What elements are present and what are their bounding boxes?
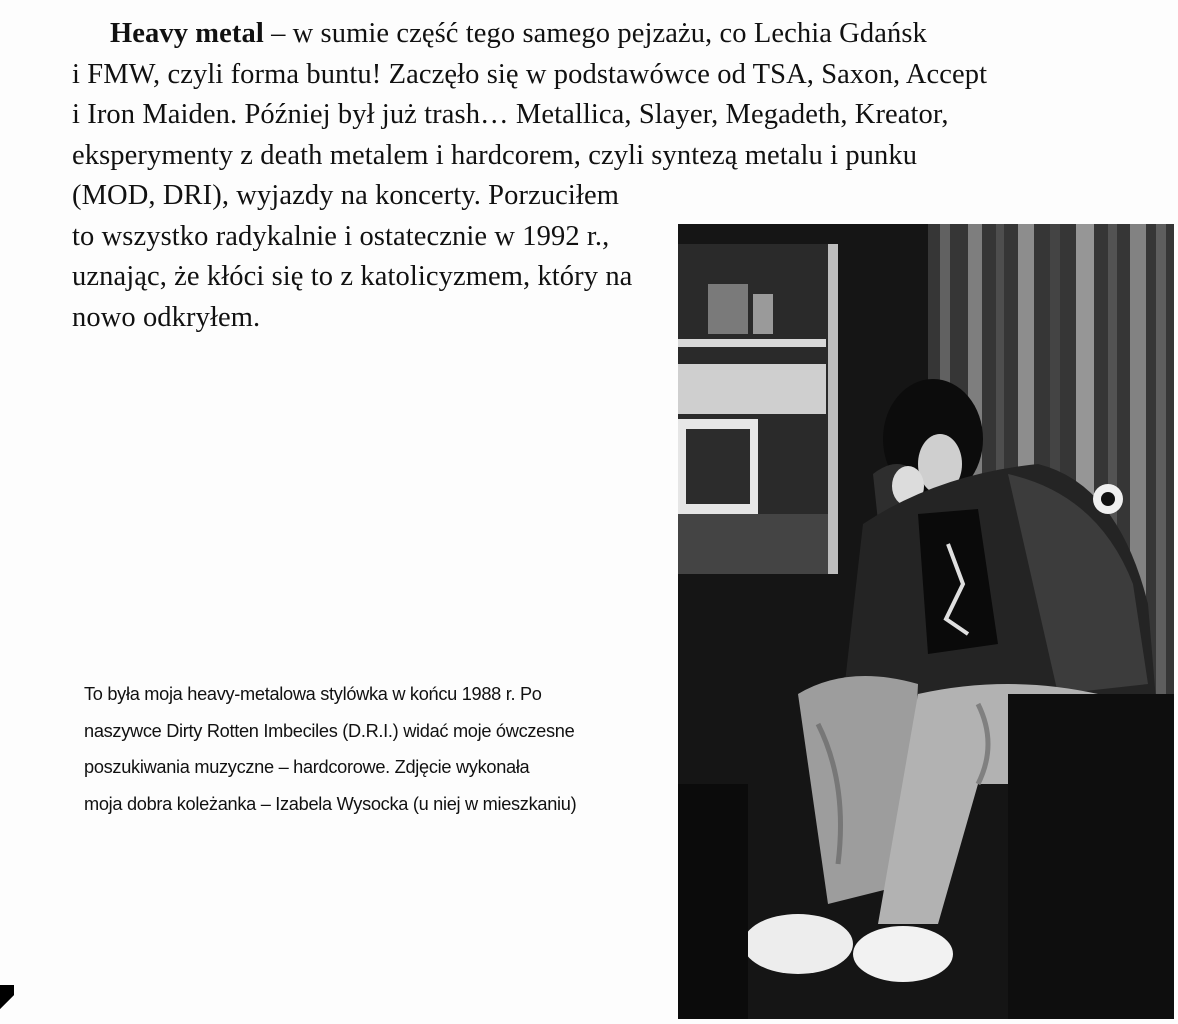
caption-line-1: To była moja heavy-metalowa stylówka w końcu 1988 r. Po (84, 684, 542, 704)
caption-line-2: naszywce Dirty Rotten Imbeciles (D.R.I.) widać moje ówczesne (84, 720, 575, 741)
scan-edge-shadow (0, 985, 14, 1024)
article-line-7: uznając, że kłóci się to z katolicyzmem, który na (72, 261, 633, 292)
article-line-5: (MOD, DRI), wyjazdy na koncerty. Porzuciłem (72, 180, 619, 211)
photograph (678, 224, 1174, 1019)
article-line-4: eksperymenty z death metalem i hardcorem, czyli syntezą metalu i punku (72, 139, 918, 171)
shelf-unit (678, 244, 838, 574)
caption-line-4: moja dobra koleżanka – Izabela Wysocka (u niej w mieszkaniu) (84, 793, 577, 814)
article-line-1-rest: – w sumie część tego samego pejzażu, co Lechia Gdańsk (263, 18, 927, 49)
photo-caption (84, 676, 644, 822)
article-line-8: nowo odkryłem. (72, 301, 261, 333)
article-line-1 (72, 14, 1032, 55)
caption-line-3: poszukiwania muzyczne – hardcorowe. Zdjęcie wykonała (84, 757, 530, 777)
lead-term: Heavy metal (110, 18, 264, 49)
photograph-illustration (678, 224, 1174, 1019)
article-line-2: i FMW, czyli forma buntu! Zaczęło się w podstawówce od TSA, Saxon, Accept (72, 58, 988, 90)
article-line-3: i Iron Maiden. Później był już trash… Metallica, Slayer, Megadeth, Kreator, (72, 99, 949, 130)
article-line-6: to wszystko radykalnie i ostatecznie w 1992 r., (72, 220, 610, 252)
